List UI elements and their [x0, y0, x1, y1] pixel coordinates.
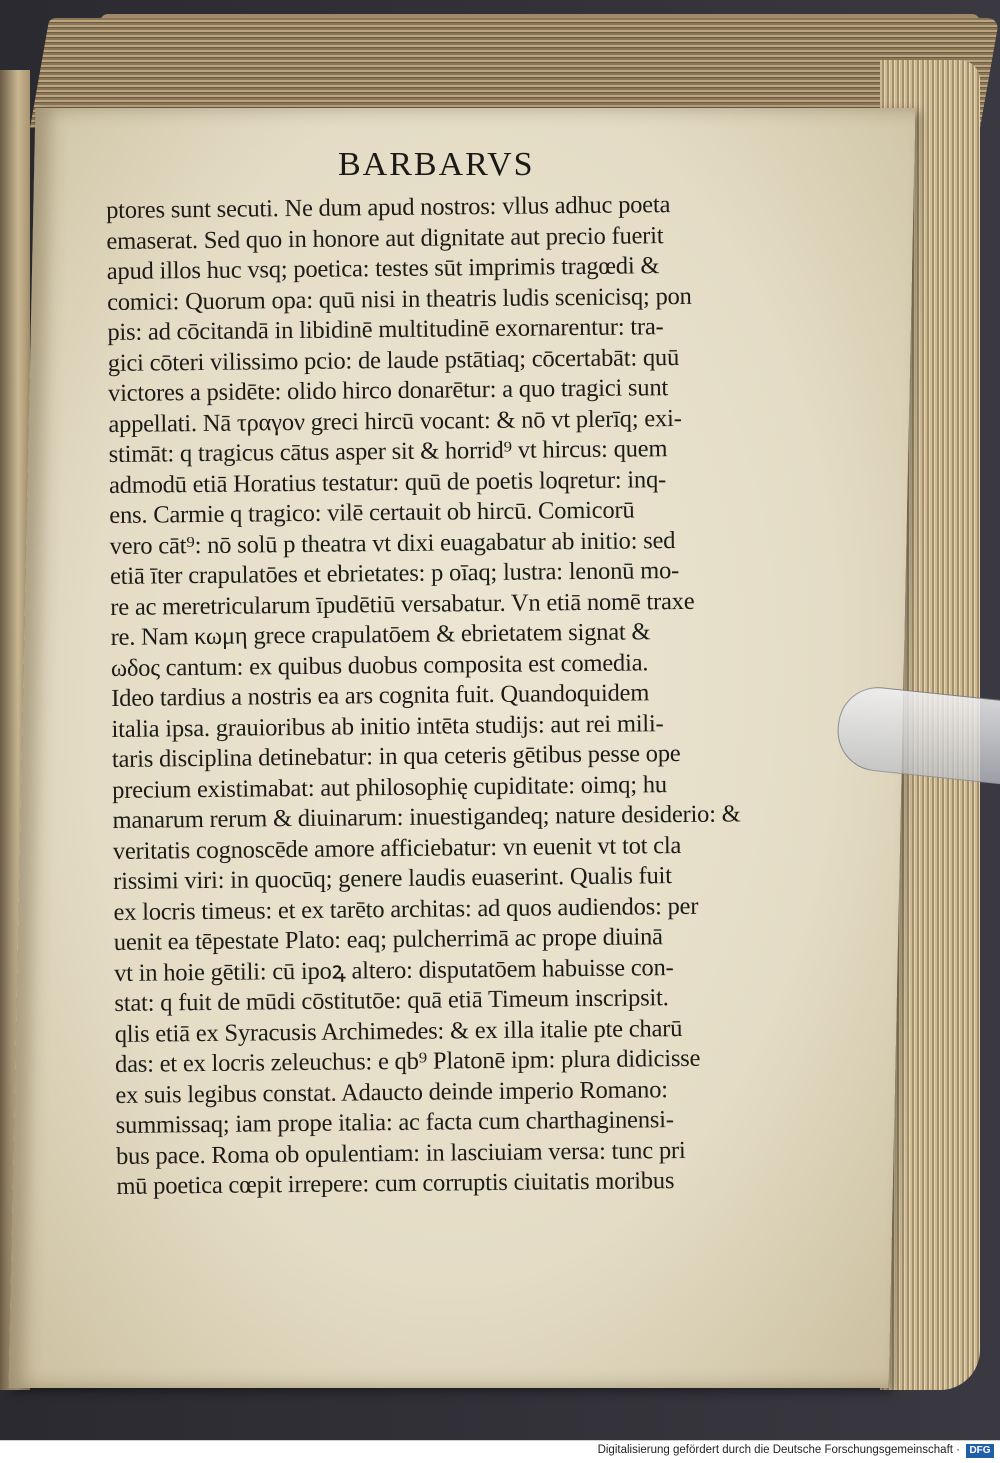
text-line: das: et ex locris zeleuchus: e qb⁹ Platonē ipm: plura didicisse	[114, 1044, 701, 1078]
text-line: apud illos huc vsq; poetica: testes sūt imprimis tragœdi &	[106, 252, 660, 285]
text-line: italia ipsa. grauioribus ab initio intēta studijs: aut rei mili-	[111, 709, 664, 743]
text-line: mū poetica cœpit irrepere: cum corruptis ciuitatis moribus	[116, 1167, 675, 1200]
dfg-logo: DFG	[966, 1444, 994, 1458]
text-line: qlis etiā ex Syracusis Archimedes: & ex illa italie pte charū	[114, 1014, 683, 1048]
text-line: re. Nam κωμη grece crapulatōem & ebrietatem signat &	[110, 618, 651, 651]
text-line: summissaq; iam prope italia: ac facta cum charthaginensi-	[115, 1106, 674, 1139]
text-line: ens. Carmie q tragico: vilē certauit ob hircū. Comicorū	[109, 496, 635, 529]
text-line: stat: q fuit de mūdi cōstitutōe: quā etiā Timeum inscripsit.	[114, 984, 669, 1017]
page-text-block	[106, 189, 757, 1202]
text-line: uenit ea tēpestate Plato: eaq; pulcherrimā ac prope diuinā	[113, 923, 663, 956]
text-line: ωδος cantum: ex quibus duobus composita est comedia.	[110, 648, 649, 682]
funding-credit: Digitalisierung gefördert durch die Deutsche Forschungsgemeinschaft ·	[597, 1444, 960, 1456]
text-line: re ac meretricularum īpudētiū versabatur. Vn etiā nomē traxe	[110, 587, 695, 621]
text-line: Ideo tardius a nostris ea ars cognita fuit. Quandoquidem	[111, 679, 650, 712]
text-line: ptores sunt secuti. Ne dum apud nostros: vllus adhuc poeta	[106, 191, 671, 224]
text-line: emaserat. Sed quo in honore aut dignitate aut precio fuerit	[106, 221, 664, 255]
text-line: admodū etiā Horatius testatur: quū de poetis loqretur: inq-	[108, 465, 667, 499]
footer-bar	[0, 1440, 1000, 1463]
text-line: precium existimabat: aut philosophię cupiditate: oimq; hu	[112, 770, 668, 804]
text-line: vero cāt⁹: nō solū p theatra vt dixi euagabatur ab initio: sed	[109, 526, 676, 560]
text-line: appellati. Nā τραγον greci hircū vocant: & nō vt plerīq; exi-	[108, 404, 682, 438]
text-line: pis: ad cōcitandā in libidinē multitudinē exornarentur: tra-	[107, 313, 664, 346]
text-line: stimāt: q tragicus cātus asper sit & horrid⁹ vt hircus: quem	[108, 435, 668, 468]
text-line: bus pace. Roma ob opulentiam: in lasciuiam versa: tunc pri	[115, 1136, 686, 1170]
text-line: vt in hoie gētili: cū ipoꝝ altero: disputatōem habuisse con-	[113, 953, 674, 987]
text-line: taris disciplina detinebatur: in qua ceteris gētibus pesse ope	[111, 740, 681, 773]
text-line: ex suis legibus constat. Adaucto deinde imperio Romano:	[115, 1075, 668, 1109]
text-line: manarum rerum & diuinarum: inuestigandeq; nature desiderio: &	[112, 800, 741, 834]
text-line: rissimi viri: in quocūq; genere laudis euaserint. Qualis fuit	[113, 862, 672, 895]
text-line: victores a psidēte: olido hirco donarētur: a quo tragici sunt	[107, 374, 669, 407]
text-line: etiā īter crapulatōes et ebrietates: p oīaq; lustra: lenonū mo-	[109, 557, 680, 590]
text-line: veritatis cognoscēde amore afficiebatur: vn euenit vt tot cla	[112, 831, 682, 865]
running-head: BARBARVS	[338, 146, 535, 183]
text-line: gici cōteri vilissimo pcio: de laude pstātiaq; cōcertabāt: quū	[107, 343, 680, 377]
text-line: ex locris timeus: et ex tarēto architas: ad quos audiendos: per	[113, 892, 699, 926]
text-line: comici: Quorum opa: quū nisi in theatris ludis scenicisq; pon	[106, 282, 692, 316]
